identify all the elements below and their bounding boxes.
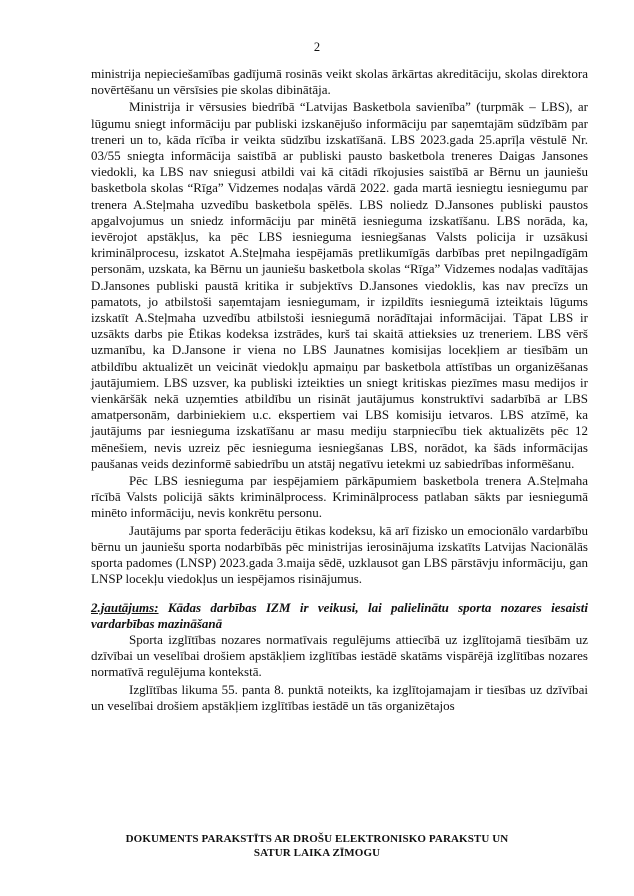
paragraph-ethics-code: Jautājums par sporta federāciju ētikas kodeksu, kā arī fizisko un emocionālo vardarbību bērnu un jauniešu sporta nodarbībās pēc ministrijas ierosinājuma izskatīts Latvijas Nacionālās sporta padomes (LNSP) 2023.gada 3.maija sēdē, uzklausot gan LBS pārstāvju informāciju, gan LNSP locekļu viedokļus un iespējamos risinājumus. <box>91 522 588 587</box>
answer-paragraph: Izglītības likuma 55. panta 8. punktā noteikts, ka izglītojamajam ir tiesības uz dzīvībai un veselībai drošiem apstākļiem izglītības iestādē un tās organizētajos <box>91 681 588 713</box>
paragraph-lbs-inquiry: Ministrija ir vērsusies biedrībā “Latvijas Basketbola savienība” (turpmāk – LBS), ar lūgumu sniegt informāciju par publiski izskanējušo informāciju par saņemtajām sūdzībām par treneri un to, kāda rīcība ir veikta sūdzību izskatīšanā. LBS 2023.gada 25.aprīļa vēstulē Nr. 03/55 sniegta informācija saistībā ar publiski pausto basketbola treneres Daigas Jansones viedokli, ka LBS nav sniegusi atbildi vai kā citādi rīkojusies saistībā ar Bērnu un jauniešu basketbola skolas “Rīga” Vidzemes nodaļas vārdā 2022. gada martā iesniegtu iesniegumu par trenera A.Steļmaha uzvedību basketbola spēlēs. LBS noliedz D.Jansones publiski paustos apgalvojumus un sniedz informāciju par minētā iesnieguma izskatīšanu. LBS norāda, ka, ievērojot apstākļus, ka pēc LBS iesnieguma iesniegšanas Valsts policija ir uzsākusi kriminālprocesu, izskatot A.Steļmaha iespējamās pretlikumīgās darbības pret nepilngadīgām personām, uzskata, ka Bērnu un jauniešu basketbola skolas “Rīga” Vidzemes nodaļas vadītājas D.Jansones publiski paustā kritika ir subjektīvs D.Jansones viedoklis, kas nav precīzs un pamatots, jo atbilstoši saņemtajam iesniegumam, ir izpildīts iesniegumā izteiktais lūgums izskatīt A.Steļmaha uzvedību atbilstoši iesniegumā norādītajai informācijai. Tāpat LBS ir uzsākts darbs pie Ētikas kodeksa izstrādes, kurš tai skaitā attieksies uz treneriem. LBS vērš uzmanību, ka D.Jansone ir viena no LBS Jaunatnes komisijas locekļiem ar tiesībām un atbildību aktualizēt un veicināt viedokļu apmaiņu par basketbola attīstības un organizēšanas jautājumiem. LBS uzsver, ka publiski izteikties un sniegt kritiskas piezīmes masu medijos ir vienkāršāk nekā uzņemties atbildību un risināt jautājumus konstruktīvi sadarbībā ar LBS amatpersonām, darbiniekiem u.c. ekspertiem vai LBS komisiju ietvaros. LBS atzīmē, ka jautājums par iesnieguma izskatīšanu ar masu mediju starpniecību tiek aktualizēts pēc 12 mēnešiem, nevis uzreiz pēc iesnieguma iesniegšanas LBS, norādot, ka šāds informācijas paušanas veids dezinformē sabiedrību un atstāj negatīvu ietekmi uz sabiedrības informēšanu. <box>91 99 588 471</box>
answer-paragraph: Sporta izglītības nozares normatīvais regulējums attiecībā uz izglītojamā tiesībām uz dzīvībai un veselībai drošiem apstākļiem izglītības iestādē skatāms vispārējā izglītības nozares normatīvā regulējuma kontekstā. <box>91 631 588 680</box>
paragraph-continuation: ministrija nepieciešamības gadījumā rosinās veikt skolas ārkārtas akreditāciju, skolas direktora novērtēšanu un vērsīsies pie skolas dibinātāja. <box>91 66 588 98</box>
document-body <box>91 66 588 714</box>
question-heading <box>91 600 588 632</box>
footer-line-1: DOKUMENTS PARAKSTĪTS AR DROŠU ELEKTRONISKO PARAKSTU UN <box>125 833 509 845</box>
question-label: 2.jautājums: <box>91 599 159 615</box>
footer-line-2: SATUR LAIKA ZĪMOGU <box>253 847 381 859</box>
signature-footer <box>0 832 634 860</box>
question-text: Kādas darbības IZM ir veikusi, lai palielinātu sporta nozares iesaisti vardarbības mazināšanā <box>91 599 588 631</box>
paragraph-criminal-process: Pēc LBS iesnieguma par iespējamiem pārkāpumiem basketbola trenera A.Steļmaha rīcībā Valsts policijā sākts kriminālprocess. Kriminālprocess patlaban sākts par iesniegumā minēto informāciju, nevis konkrētu personu. <box>91 473 588 521</box>
page-number: 2 <box>313 40 321 54</box>
